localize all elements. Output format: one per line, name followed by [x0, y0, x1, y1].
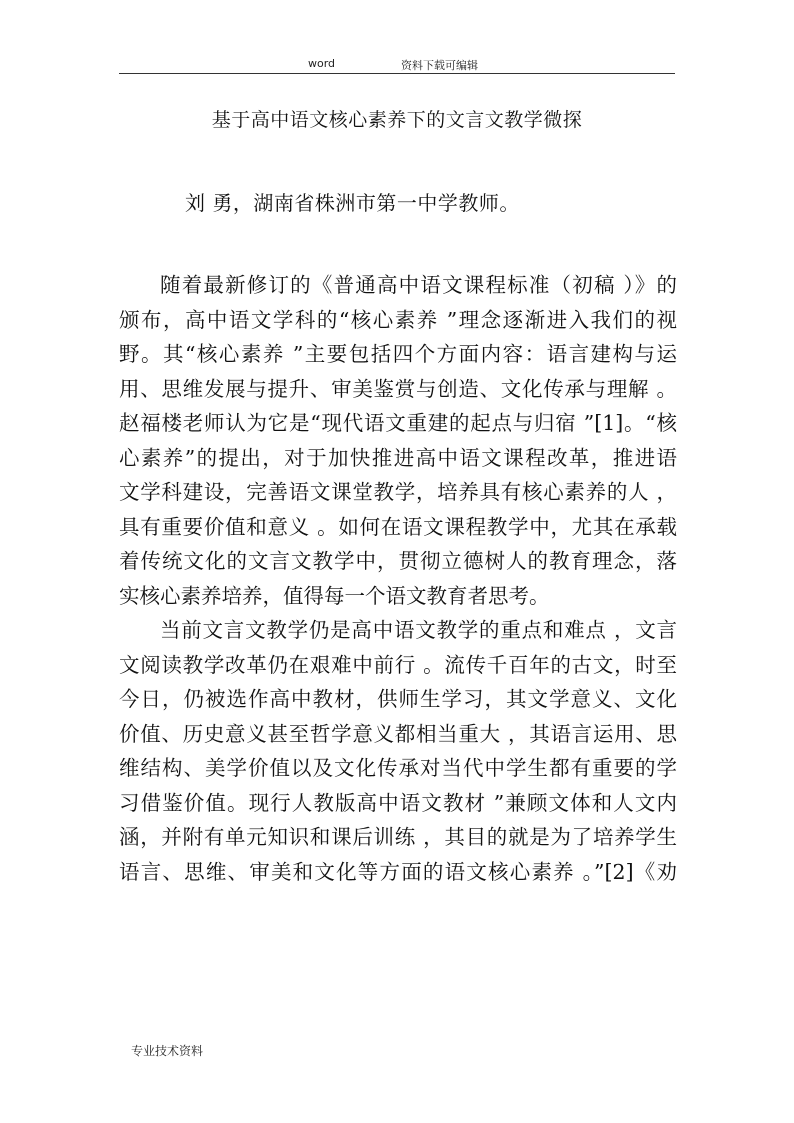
- paragraph-2: [119, 613, 677, 889]
- paragraph-line: 维结构、美学价值以及文化传承对当代中学生都有重要的学: [119, 756, 677, 780]
- header-right-text: 资料下载可编辑: [401, 59, 478, 72]
- paragraph-line: 文学科建设，完善语文课堂教学，培养具有核心素养的人 ，: [119, 480, 677, 504]
- paragraph-line: 涵，并附有单元知识和课后训练 ，其目的就是为了培养学生: [119, 825, 677, 849]
- page-header: [119, 56, 675, 72]
- paragraph-line: 价值、历史意义甚至哲学意义都相当重大 ，其语言运用、思: [119, 721, 677, 746]
- document-title: 基于高中语文核心素养下的文言文教学微探: [211, 109, 583, 131]
- paragraph-line: 赵福楼老师认为它是“现代语文重建的起点与归宿 ”[1]。“核: [119, 411, 677, 435]
- paragraph-line: 用、思维发展与提升、审美鉴赏与创造、文化传承与理解 。: [119, 376, 677, 401]
- paragraph-line: 具有重要价值和意义 。如何在语文课程教学中，尤其在承载: [119, 514, 677, 539]
- document-body: [119, 268, 677, 889]
- header-divider: [119, 73, 675, 74]
- paragraph-1: [119, 268, 677, 613]
- paragraph-line: 当前文言文教学仍是高中语文教学的重点和难点 ，文言: [160, 618, 677, 642]
- paragraph-line: 颁布，高中语文学科的“核心素养 ”理念逐渐进入我们的视: [119, 307, 677, 332]
- paragraph-line: 实核心素养培养，值得每一个语文教育者思考。: [119, 583, 550, 608]
- paragraph-line: 文阅读教学改革仍在艰难中前行 。流传千百年的古文，时至: [119, 652, 677, 677]
- paragraph-line: 今日，仍被选作高中教材，供师生学习，其文学意义、文化: [119, 687, 677, 711]
- paragraph-line: 着传统文化的文言文教学中，贯彻立德树人的教育理念，落: [119, 549, 677, 573]
- paragraph-line: 习借鉴价值。现行人教版高中语文教材 ”兼顾文体和人文内: [119, 790, 677, 815]
- header-left-text: word: [308, 57, 336, 70]
- author-line: 刘 勇，湖南省株洲市第一中学教师。: [185, 191, 520, 215]
- paragraph-line: 随着最新修订的《普通高中语文课程标准（初稿 ）》的: [160, 273, 677, 297]
- paragraph-line: 野。其“核心素养 ”主要包括四个方面内容：语言建构与运: [119, 342, 677, 366]
- paragraph-line: 心素养”的提出，对于加快推进高中语文课程改革，推进语: [119, 445, 677, 470]
- paragraph-line: 语言、思维、审美和文化等方面的语文核心素养 。”[2]《劝: [119, 859, 677, 884]
- page-footer: 专业技术资料: [131, 1044, 204, 1058]
